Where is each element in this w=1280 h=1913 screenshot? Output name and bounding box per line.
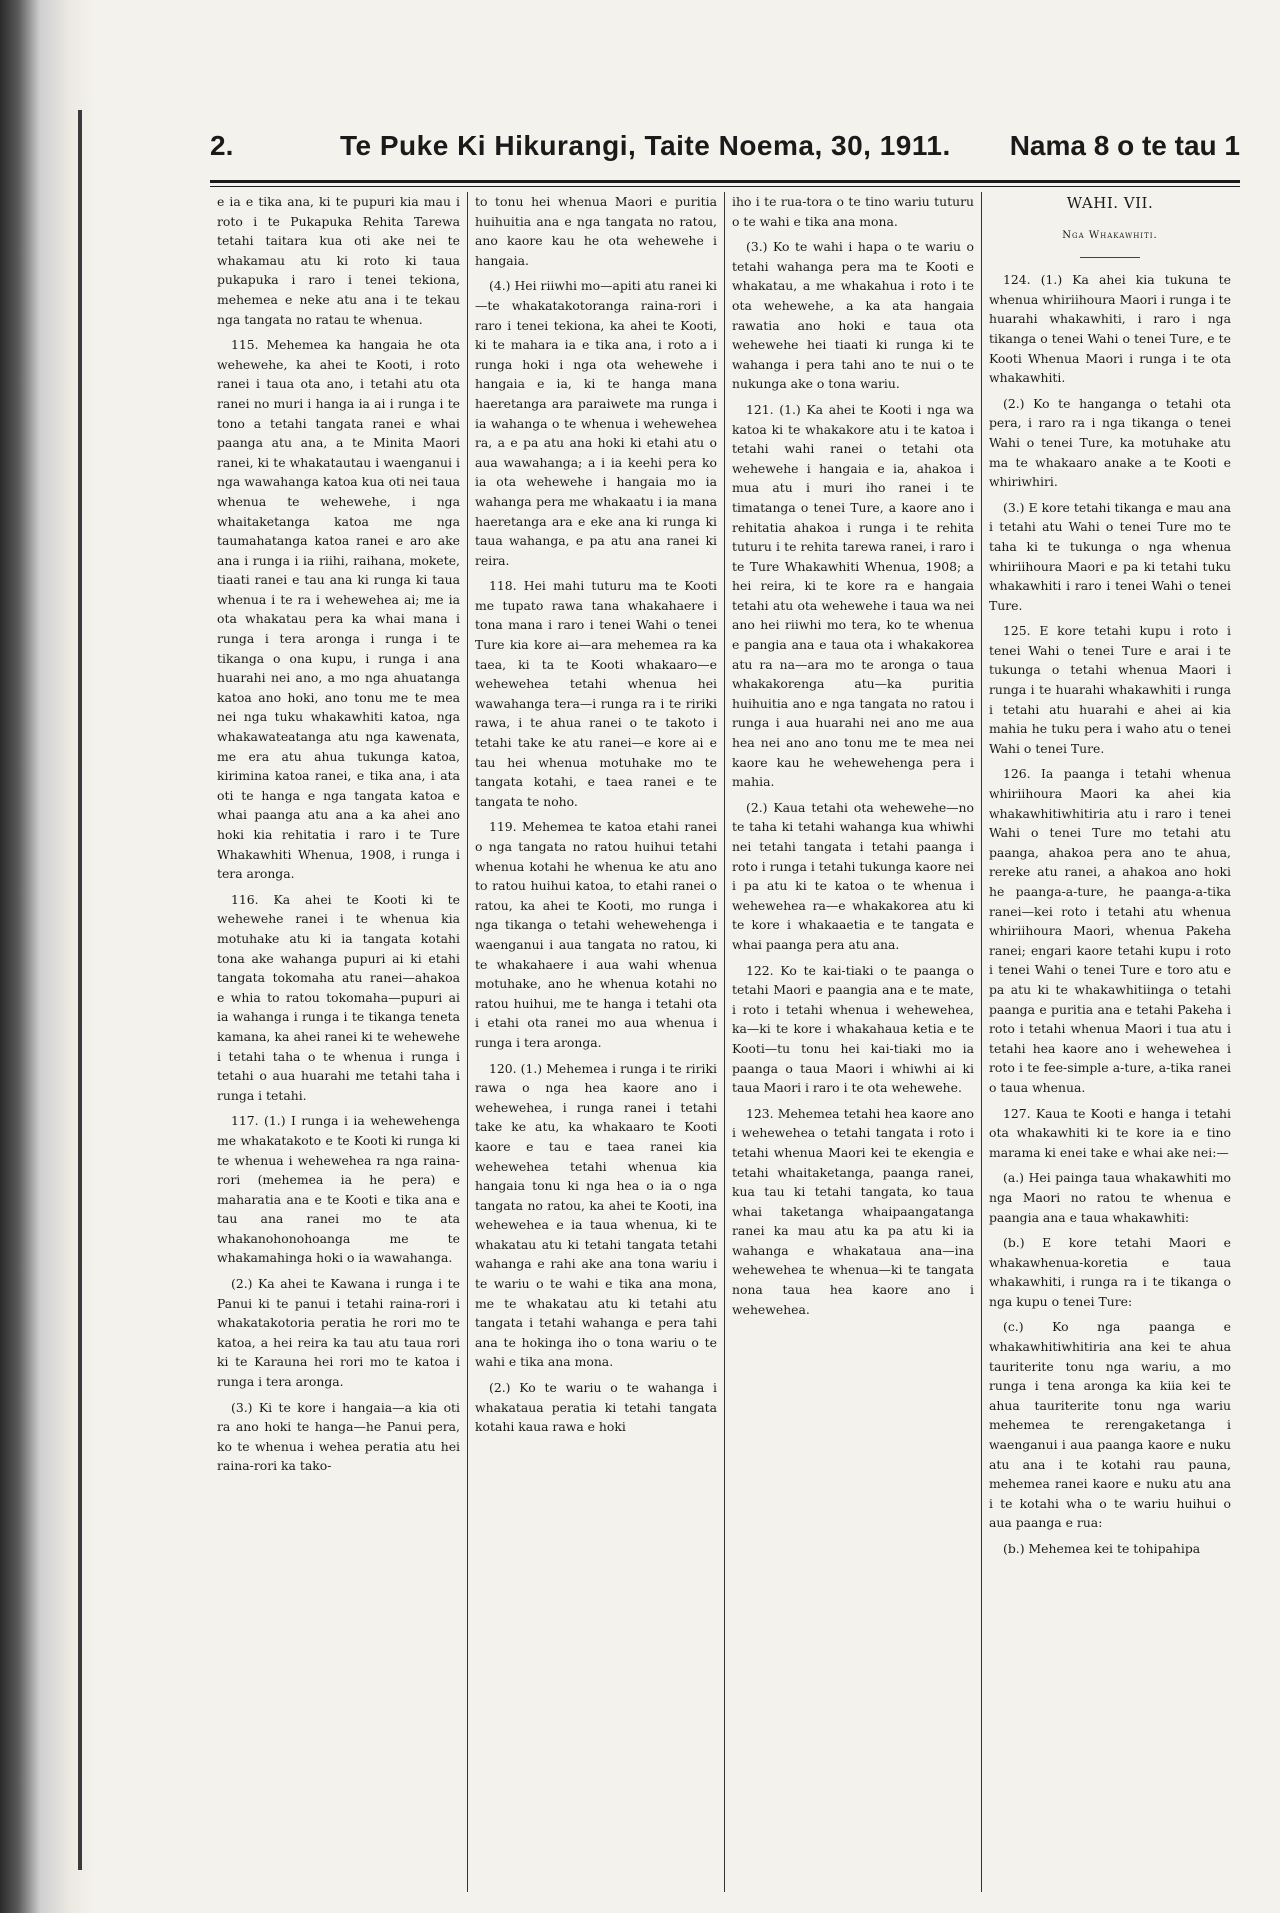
paragraph: 127. Kaua te Kooti e hanga i tetahi ota whakawhiti ki te kore ia e tino marama ki enei take e whai ake nei:— [989,1105,1231,1160]
newspaper-page [210,130,1250,1910]
paragraph: (c.) Ko nga paanga e whakawhitiwhitiria ana kei te ahua tauriterite tonu nga wariu, a mo runga i tena aronga ka kiia kei te ahua tauriterite tonu nga wariu mehemea te rerengaketanga i waenganui i aua paanga kaore e nuku atu ana i te kotahi rau pauna, mehemea ranei kaore e nuku atu ana i te kotahi wha o te wariu huihui o aua paanga e rua: [989,1319,1231,1531]
paragraph: (2.) Ko te wariu o te wahanga i whakataua peratia ki tetahi tangata kotahi kaua rawa e hoki [475,1380,717,1435]
binding-shadow-line [78,110,82,1870]
paragraph: (3.) Ko te wahi i hapa o te wariu o tetahi wahanga pera ma te Kooti e whakatau, a me whakahua i roto i te ota wehewehe, a ka ata hangaia rawatia ano hoki e taua ota wehewehe hei tiaati ki runga ki te wahanga i pera tahi ano te nui o te nukunga ake o tona wariu. [732,239,974,392]
column-4 [981,192,1238,1892]
paragraph: 126. Ia paanga i tetahi whenua whiriihoura Maori ka ahei kia whakawhitiwhitiria atu i raro i tenei Wahi o tenei Ture mo tetahi atu paanga, ahakoa pera ano te ahua, rereke atu ranei, a ahakoa ano hoki he paanga-a-ture, he paanga-a-tika ranei—kei roto i tetahi atu whenua whiriihoura Maori, whenua Pakeha ranei; engari kaore tetahi kupu i roto i tenei Wahi o tenei Ture e toro atu e pa atu ki te whakawhitiinga o tetahi paanga e puritia ana e tetahi Pakeha i roto i tetahi whenua Maori i tua atu i tetahi hea kaore ano i wehewehea i roto i te fee-simple a-ture, a-tika ranei o taua whenua. [989,766,1231,1095]
header-rule-thick [210,180,1240,183]
paragraph: 116. Ka ahei te Kooti ki te wehewehe ranei i te whenua kia motuhake atu ki ia tangata kotahi tona ake wahanga pupuri ai ki etahi tangata tokomaha atu ranei—ahakoa e whia to ratou tokomaha—pupuri ai ia wahanga i runga i te tikanga teneta kamana, ka ahei ranei ki te wehewehe i tetahi taha o te whenua i runga i tetahi o aua huarahi me tetahi taha i runga i tetahi. [217,891,460,1103]
paragraph: (2.) Kaua tetahi ota wehewehe—no te taha ki tetahi wahanga kua whiwhi nei tetahi tangata i tetahi paanga i roto i runga i tetahi tukunga kaore nei i pa atu ki te katoa o te whenua i wehewehea ra—e whakakorea atu ki te kore i whakaaetia e te tangata e whai paanga pera atu ana. [732,799,974,952]
header-rule-thin [210,186,1240,187]
section-title: WAHI. VII. [1066,194,1154,212]
paragraph: 122. Ko te kai-tiaki o te paanga o tetahi Maori e paangia ana e te mate, i roto i tetahi whenua i wehewehea, ka—ki te kore i whakahaua ketia e te Kooti—tu tonu hei kai-tiaki mo ia paanga o taua Maori i whiwhi ai ki taua Maori i raro i te ota wehewehe. [732,962,974,1096]
paragraph: (a.) Hei painga taua whakawhiti mo nga Maori no ratou te whenua e paangia ana e taua whakawhiti: [989,1170,1231,1225]
section-divider [1080,257,1140,258]
paragraph: 118. Hei mahi tuturu ma te Kooti me tupato rawa tana whakahaere i tona mana i raro i tenei Wahi o tenei Ture kia kore ai—ara mehemea ra ka taea, ki ta te Kooti whakaaro—e wehewehea tetahi whenua hei wawahanga tera—i runga ra i te ririki rawa, i te ahua ranei o te takoto i tetahi take ke atu ranei—e kore ai e tau hei whenua motuhake mo te tangata kotahi, e taea ranei e te tangata te noho. [475,578,717,809]
paragraph: (2.) Ko te hanganga o tetahi ota pera, i raro ra i nga tikanga o tenei Wahi o tenei Ture, ka motuhake atu ma te whakaaro anake a te Kooti e whiriwhiri. [989,395,1231,490]
paragraph: (2.) Ka ahei te Kawana i runga i te Panui ki te panui i tetahi raina-rori i whakatakotoria peratia he rori mo te katoa, a hei reira ka tau atu taua rori ki te Karauna hei rori mo te katoa i runga i tera aronga. [217,1276,460,1390]
paragraph: 125. E kore tetahi kupu i roto i tenei Wahi o tenei Ture e arai i te tukunga o tetahi whenua Maori i runga i te huarahi whakawhiti i runga i tetahi atu huarahi e ahei ai kia mahia he tuku pera i waho atu o tenei Wahi o tenei Ture. [989,623,1231,756]
paragraph: to tonu hei whenua Maori e puritia huihuitia ana e nga tangata no ratou, ano kaore kau he ota wehewehe i hangaia. [475,194,717,268]
text-columns [210,192,1240,1892]
paragraph: 117. (1.) I runga i ia wehewehenga me whakatakoto e te Kooti ki runga ki te whenua i wehewehea ra nga raina-rori (mehemea ia he pera) e maharatia ana e te Kooti e tika ana e tau ana ranei mo te ata whakanohonohoanga me te whakamahinga hoki o ia wawahanga. [217,1113,460,1266]
masthead [210,130,1240,178]
column-1 [210,192,467,1892]
column-2 [467,192,724,1892]
paragraph: (3.) Ki te kore i hangaia—a kia oti ra ano hoki te hanga—he Panui pera, ko te whenua i wehea peratia atu hei raina-rori ka tako- [217,1399,460,1474]
paragraph: (3.) E kore tetahi tikanga e mau ana i tetahi atu Wahi o tenei Ture mo te taha ki te tukunga o nga whenua whiriihoura Maori e pa ki tetahi tuku whakawhiti i raro i tenei Wahi o tenei Ture. [989,499,1231,613]
paragraph: (4.) Hei riiwhi mo—apiti atu ranei ki—te whakatakotoranga raina-rori i raro i tenei tekiona, ka ahei te Kooti, ki te mahara ia e tika ana, i roto a i runga hoki i nga ota wehewehe i hangaia e ia, ki te hanga mana haeretanga ara paraiwete ma runga i ia wahanga o te whenua i wehewehea ra, a e pa atu ana hoki ki etahi atu o aua wawahanga; a i ia keehi pera ko ia ota wehewehe i hangaia mo ia wahanga pera me whakaatu i ia mana haeretanga ara e eke ana ki runga ki taua wahanga, e pa atu ana ranei ki reira. [475,278,717,568]
page-number: 2. [210,130,234,161]
paragraph: 120. (1.) Mehemea i runga i te ririki rawa o nga hea kaore ano i wehewehea, i runga ranei i tetahi take ke atu, ka whakaaro te Kooti kaore e tau e taea ranei kia wehewehea tetahi whenua kia hangaia tonu ki nga hea o ia o nga tangata no ratou, ka ahei te Kooti, ina wehewehea e ia taua whenua, ki te whakatau atu ki tetahi tangata tetahi wahanga e rahi ake ana tona wariu i te wariu o te wahi e tika ana mona, me te whakatau atu ki tetahi atu tangata i tetahi wahanga e pera tahi ana te hokinga iho o tona wariu o te wahi e tika ana mona. [475,1060,717,1370]
paragraph: 119. Mehemea te katoa etahi ranei o nga tangata no ratou huihui tetahi whenua kotahi he whenua ke atu ano to ratou huihui katoa, to etahi ranei o ratou, ka ahei te Kooti, mo runga i nga tikanga o tetahi wehewehenga i waenganui i aua tangata no ratou, ki te whakahaere i aua wahi whenua motuhake, ano he whenua kotahi no ratou huihui, me te hanga i tetahi ota i etahi ota ranei mo aua whenua i runga i tera aronga. [475,819,717,1050]
issue-number: Nama 8 o te tau 1 [1009,130,1240,161]
masthead-title: Te Puke Ki Hikurangi, Taite Noema, 30, 1911. [340,130,951,161]
paragraph: e ia e tika ana, ki te pupuri kia mau i roto i te Pukapuka Rehita Tarewa tetahi taitara kua oti ake nei te whakamau atu ki roto ki taua pukapuka i raro i tenei tekiona, mehemea e neke atu ana i te tekau nga tangata no ratau te whenua. [217,194,460,327]
paragraph: 124. (1.) Ka ahei kia tukuna te whenua whiriihoura Maori i runga i te huarahi whakawhiti, i raro i nga tikanga o tenei Wahi o tenei Ture, e te Kooti Whenua Maori i runga i te ota whakawhiti. [989,272,1231,386]
paragraph: 123. Mehemea tetahi hea kaore ano i wehewehea o tetahi tangata i roto i tetahi whenua Maori kei te ekengia e tetahi whaitaketanga, paanga ranei, kua tau ki tetahi tangata, ko taua whai taketanga whaipaangatanga ranei ka mau atu ka pa atu ki ia wahanga e whakataua ana—ina wehewehea te whenua—ki te tangata nona taua hea kaore ano i wehewehea. [732,1105,974,1317]
paragraph: 115. Mehemea ka hangaia he ota wehewehe, ka ahei te Kooti, i roto ranei i taua ota ano, i tetahi atu ota ranei no muri i hanga ia ai i runga i te tono a tetahi tangata ranei e whai paanga atu ana, a te Minita Maori ranei, ki te whakatautau i waenganui i nga wawahanga katoa kua oti nei taua whenua te wehewehe, i nga whaitaketanga katoa me nga taumahatanga katoa ranei e aro ake ana i runga i ia riihi, raihana, mokete, tiaati ranei e tau ana ki runga ki taua whenua i te ra i wehewehea ai; me ia ota whakatau pera ka whai mana i runga i tera aronga i runga i te tikanga o ona kupu, i runga i ana huarahi nei ano, a mo nga ahuatanga katoa ano hoki, ano tonu me te mea nei nga tuku whakawhiti katoa, nga whakawateatanga atu nga kawenata, me era atu ahua tukunga katoa, kirimina katoa ranei, e tika ana, i ata oti te hanga e nga tangata katoa e whai paanga atu ana a ka ahei ano hoki kia rehitatia i raro i te Ture Whakawhiti Whenua, 1908, i runga i tera aronga. [217,337,460,882]
paragraph: 121. (1.) Ka ahei te Kooti i nga wa katoa ki te whakakore atu i te katoa i tetahi wahi ranei o tetahi ota wehewehe i hangaia e ia, ahakoa i mua atu i muri iho ranei i te timatanga o tenei Ture, a kaore ano i rehitatia ahakoa i runga i te rehita tuturu i te rehita tarewa ranei, i raro i te Ture Whakawhiti Whenua, 1908; a hei reira, ki te kore ra e hangaia tetahi atu ota wehewehe i taua wa nei ano hei riiwhi mo tera, ko te whenua e pangia ana e taua ota i whakakorea atu ra na—ara mo te aronga o taua whakakorenga atu—ka puritia huihuitia ano e nga tangata no ratou i runga i aua huarahi nei ano me aua hea nei ano ano tonu me te mea nei kaore kau he wehewehenga pera i mahia. [732,401,974,790]
paragraph: (b.) E kore tetahi Maori e whakawhenua-koretia e taua whakawhiti, i runga ra i te tikanga o nga kupu o tenei Ture: [989,1235,1231,1309]
paragraph: (b.) Mehemea kei te tohipahipa [1003,1541,1201,1556]
paragraph: iho i te rua-tora o te tino wariu tuturu o te wahi e tika ana mona. [732,194,974,229]
section-subtitle: Nga Whakawhiti. [1062,229,1158,241]
column-3 [724,192,981,1892]
